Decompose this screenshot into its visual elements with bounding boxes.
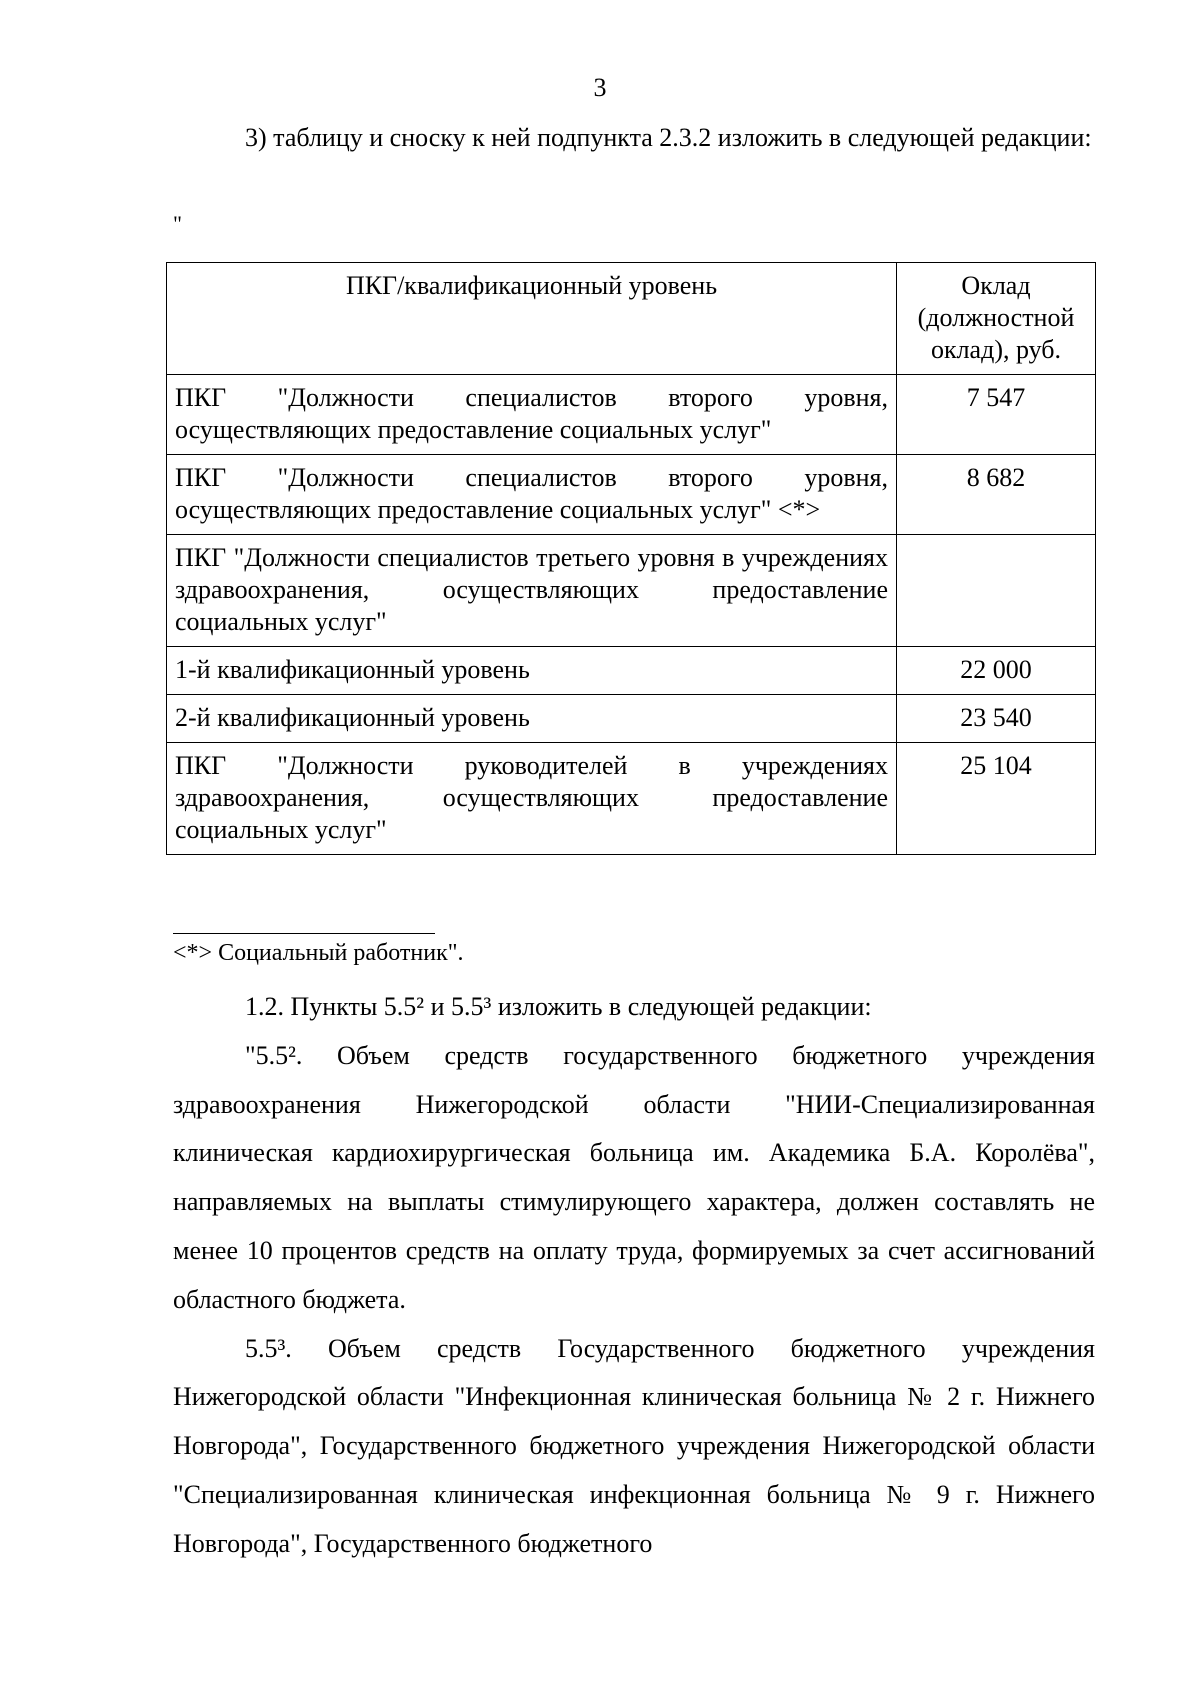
row-qualification-cell: ПКГ "Должности специалистов второго уровня, осуществляющих предоставление социальных услуг"	[167, 375, 897, 455]
table-row	[167, 743, 1096, 855]
row-salary-cell: 8 682	[897, 455, 1096, 535]
table-row	[167, 695, 1096, 743]
footnote: <*> Социальный работник".	[173, 940, 464, 966]
paragraph-1-2: 1.2. Пункты 5.5² и 5.5³ изложить в следующей редакции:	[245, 992, 872, 1021]
page-number: 3	[593, 73, 607, 102]
row-qualification-cell: ПКГ "Должности руководителей в учреждениях здравоохранения, осуществляющих предоставление социальных услуг"	[167, 743, 897, 855]
table-row	[167, 647, 1096, 695]
intro-paragraph: 3) таблицу и сноску к ней подпункта 2.3.2 изложить в следующей редакции:	[245, 123, 1092, 152]
row-qualification-cell: 2-й квалификационный уровень	[167, 695, 897, 743]
paragraph-5-5-3: 5.5³. Объем средств Государственного бюджетного учреждения Нижегородской области "Инфекционная клиническая больница № 2 г. Нижнего Новгорода", Государственного бюджетного учреждения Нижегородской области "Специализированная клиническая инфекционная больница № 9 г. Нижнего Новгорода", Государственного бюджетного	[173, 1333, 1095, 1558]
row-salary-cell: 22 000	[897, 647, 1096, 695]
table-header-row	[167, 263, 1096, 375]
table-row	[167, 455, 1096, 535]
amendment-text	[173, 983, 1095, 1569]
table-row	[167, 375, 1096, 455]
row-salary-cell	[897, 535, 1096, 647]
table-row	[167, 535, 1096, 647]
row-qualification-cell: ПКГ "Должности специалистов третьего уровня в учреждениях здравоохранения, осуществляющих предоставление социальных услуг"	[167, 535, 897, 647]
header-cell-qualification: ПКГ/квалификационный уровень	[167, 263, 897, 375]
row-salary-cell: 25 104	[897, 743, 1096, 855]
row-salary-cell: 7 547	[897, 375, 1096, 455]
opening-quote-mark: "	[173, 211, 182, 236]
row-qualification-cell: ПКГ "Должности специалистов второго уровня, осуществляющих предоставление социальных услуг" <*>	[167, 455, 897, 535]
row-qualification-cell: 1-й квалификационный уровень	[167, 647, 897, 695]
footnote-divider	[173, 933, 435, 934]
row-salary-cell: 23 540	[897, 695, 1096, 743]
header-cell-salary: Оклад (должностной оклад), руб.	[897, 263, 1096, 375]
paragraph-5-5-2: "5.5². Объем средств государственного бюджетного учреждения здравоохранения Нижегородской области "НИИ-Специализированная клиническая кардиохирургическая больница им. Академика Б.А. Королёва", направляемых на выплаты стимулирующего характера, должен составлять не менее 10 процентов средств на оплату труда, формируемых за счет ассигнований областного бюджета.	[173, 1040, 1095, 1314]
salary-table	[166, 262, 1096, 855]
